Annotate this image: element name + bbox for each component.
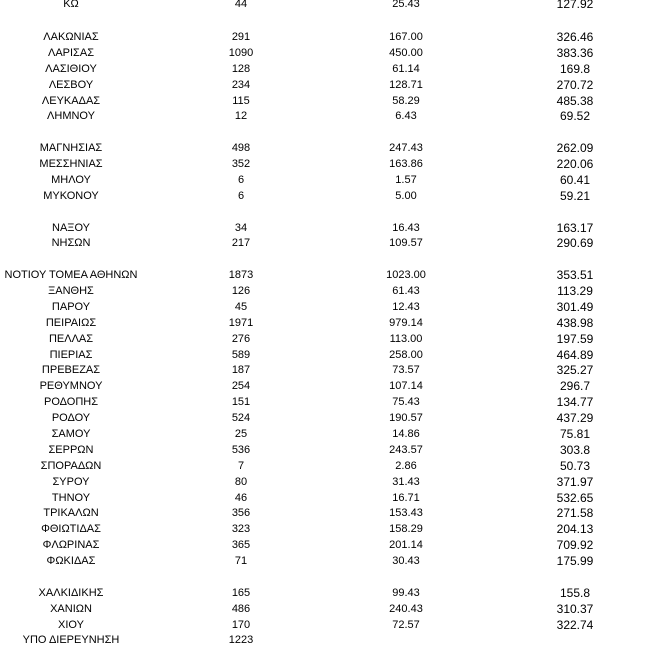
case-count: 126 xyxy=(231,285,251,297)
table-row xyxy=(0,77,651,93)
value-b: 113.29 xyxy=(557,284,593,298)
value-a: 61.43 xyxy=(392,285,420,297)
region-name: ΧΙΟΥ xyxy=(58,619,84,631)
table-row xyxy=(0,29,651,45)
table-row xyxy=(0,617,651,633)
region-name: ΛΑΣΙΘΙΟΥ xyxy=(45,63,97,75)
table-row xyxy=(0,378,651,394)
value-b: 175.99 xyxy=(556,554,594,568)
table-row xyxy=(0,61,651,77)
region-name: ΣΕΡΡΩΝ xyxy=(48,444,94,456)
table-row xyxy=(0,632,651,648)
value-b: 485.38 xyxy=(556,94,594,108)
value-b: 60.41 xyxy=(559,173,591,187)
table-row xyxy=(0,347,651,363)
value-b: 322.74 xyxy=(556,618,594,632)
table-row xyxy=(0,442,651,458)
region-name: ΛΑΚΩΝΙΑΣ xyxy=(43,31,99,43)
region-name: ΣΠΟΡΑΔΩΝ xyxy=(40,460,102,472)
table-row xyxy=(0,220,651,236)
region-name: ΠΙΕΡΙΑΣ xyxy=(49,349,93,361)
case-count: 165 xyxy=(231,587,251,599)
case-count: 187 xyxy=(231,364,251,376)
region-name: ΠΕΛΛΑΣ xyxy=(48,333,94,345)
case-count: 44 xyxy=(234,0,248,10)
value-a: 31.43 xyxy=(392,476,420,488)
value-b: 197.59 xyxy=(556,332,594,346)
value-a: 113.00 xyxy=(389,333,423,345)
table-row xyxy=(0,140,651,156)
table-row xyxy=(0,93,651,109)
case-count: 536 xyxy=(231,444,251,456)
case-count: 115 xyxy=(232,95,250,107)
table-row xyxy=(0,426,651,442)
table-row xyxy=(0,108,651,124)
case-count: 6 xyxy=(237,174,245,186)
value-a: 16.71 xyxy=(392,492,420,504)
case-count: 45 xyxy=(234,301,248,313)
region-name: ΚΩ xyxy=(63,0,79,10)
region-name: ΛΕΣΒΟΥ xyxy=(48,79,94,91)
table-row xyxy=(0,585,651,601)
value-b: 290.69 xyxy=(556,236,594,250)
value-b: 709.92 xyxy=(556,538,594,552)
table-row xyxy=(0,45,651,61)
region-name: ΡΟΔΟΥ xyxy=(51,412,91,424)
value-b: 271.58 xyxy=(556,506,594,520)
region-name: ΤΡΙΚΑΛΩΝ xyxy=(43,507,99,519)
table-row xyxy=(0,299,651,315)
value-b: 69.52 xyxy=(559,109,591,123)
table-row xyxy=(0,458,651,474)
region-name: ΜΕΣΣΗΝΙΑΣ xyxy=(39,158,103,170)
region-name: ΣΥΡΟΥ xyxy=(52,476,90,488)
value-a: 14.86 xyxy=(392,428,420,440)
region-name: ΞΑΝΘΗΣ xyxy=(48,285,94,297)
case-count: 71 xyxy=(234,555,248,567)
value-a: 30.43 xyxy=(392,555,420,567)
value-b: 325.27 xyxy=(556,363,594,377)
case-count: 6 xyxy=(237,190,245,202)
region-name: ΛΗΜΝΟΥ xyxy=(47,110,95,122)
region-name: ΦΛΩΡΙΝΑΣ xyxy=(42,539,100,551)
value-b: 326.46 xyxy=(556,30,594,44)
value-a: 25.43 xyxy=(392,0,420,10)
case-count: 356 xyxy=(231,507,251,519)
region-name: ΤΗΝΟΥ xyxy=(51,492,91,504)
case-count: 254 xyxy=(231,380,251,392)
table-row xyxy=(0,188,651,204)
value-a: 6.43 xyxy=(395,110,417,122)
region-name: ΣΑΜΟΥ xyxy=(51,428,91,440)
value-b: 296.7 xyxy=(559,379,591,393)
table-row xyxy=(0,172,651,188)
case-count: 323 xyxy=(231,523,251,535)
value-a: 73.57 xyxy=(392,364,420,376)
value-a: 190.57 xyxy=(389,412,423,424)
case-count: 1971 xyxy=(228,317,254,329)
value-b: 371.97 xyxy=(556,475,594,489)
table-row xyxy=(0,410,651,426)
value-a: 109.57 xyxy=(389,237,423,249)
case-count: 486 xyxy=(231,603,251,615)
value-a: 979.14 xyxy=(389,317,423,329)
value-b: 301.49 xyxy=(556,300,594,314)
value-b: 134.77 xyxy=(556,395,594,409)
region-name: ΠΡΕΒΕΖΑΣ xyxy=(41,364,101,376)
case-count: 12 xyxy=(234,110,248,122)
table-row xyxy=(0,537,651,553)
region-name: ΜΗΛΟΥ xyxy=(51,174,91,186)
value-a: 99.43 xyxy=(392,587,420,599)
value-b: 310.37 xyxy=(556,602,594,616)
case-count: 498 xyxy=(231,142,251,154)
table-row xyxy=(0,553,651,569)
value-a: 201.14 xyxy=(389,539,423,551)
region-name: ΦΩΚΙΔΑΣ xyxy=(46,555,96,567)
case-count: 1873 xyxy=(228,269,254,281)
value-a: 153.43 xyxy=(389,507,423,519)
case-count: 352 xyxy=(231,158,251,170)
table-row xyxy=(0,331,651,347)
value-b: 270.72 xyxy=(556,78,594,92)
table-row xyxy=(0,235,651,251)
case-count: 170 xyxy=(231,619,251,631)
value-a: 61.14 xyxy=(392,63,420,75)
region-name: ΝΑΞΟΥ xyxy=(52,222,90,234)
value-b: 464.89 xyxy=(556,348,594,362)
case-count: 25 xyxy=(234,428,248,440)
region-name: ΧΑΝΙΩΝ xyxy=(50,603,92,615)
case-count: 589 xyxy=(231,349,251,361)
case-count: 365 xyxy=(231,539,251,551)
case-count: 217 xyxy=(231,237,251,249)
value-a: 258.00 xyxy=(389,349,423,361)
table-row xyxy=(0,601,651,617)
value-b: 353.51 xyxy=(556,268,594,282)
value-b: 383.36 xyxy=(556,46,594,60)
value-a: 450.00 xyxy=(389,47,423,59)
value-a: 2.86 xyxy=(395,460,417,472)
case-count: 151 xyxy=(231,396,251,408)
case-count: 34 xyxy=(234,222,248,234)
table-row xyxy=(0,0,651,12)
value-a: 1.57 xyxy=(395,174,417,186)
table-row xyxy=(0,283,651,299)
case-count: 80 xyxy=(234,476,248,488)
value-a: 128.71 xyxy=(389,79,423,91)
value-a: 5.00 xyxy=(395,190,417,202)
value-a: 75.43 xyxy=(392,396,420,408)
value-b: 169.8 xyxy=(559,62,591,76)
table-row xyxy=(0,362,651,378)
value-a: 107.14 xyxy=(389,380,423,392)
region-name: ΡΕΘΥΜΝΟΥ xyxy=(39,380,103,392)
value-b: 59.21 xyxy=(559,189,591,203)
region-name: ΛΕΥΚΑΔΑΣ xyxy=(41,95,101,107)
case-count: 7 xyxy=(237,460,245,472)
region-name: ΡΟΔΟΠΗΣ xyxy=(43,396,99,408)
value-a: 72.57 xyxy=(392,619,420,631)
value-a: 167.00 xyxy=(389,31,423,43)
table-row xyxy=(0,156,651,172)
value-b: 163.17 xyxy=(556,221,594,235)
value-b: 155.8 xyxy=(559,586,591,600)
value-a: 1023.00 xyxy=(386,269,426,281)
case-count: 1090 xyxy=(228,47,254,59)
case-count: 234 xyxy=(231,79,251,91)
table-row xyxy=(0,394,651,410)
region-name: ΝΗΣΩΝ xyxy=(51,237,91,249)
case-count: 276 xyxy=(231,333,251,345)
region-name: ΠΑΡΟΥ xyxy=(51,301,91,313)
region-name: ΧΑΛΚΙΔΙΚΗΣ xyxy=(38,587,104,599)
case-count: 524 xyxy=(231,412,251,424)
table-row xyxy=(0,490,651,506)
region-name: ΜΑΓΝΗΣΙΑΣ xyxy=(39,142,103,154)
value-a: 58.29 xyxy=(392,95,420,107)
case-count: 291 xyxy=(231,31,251,43)
value-a: 158.29 xyxy=(389,523,423,535)
value-a: 243.57 xyxy=(389,444,423,456)
value-b: 75.81 xyxy=(559,427,591,441)
region-name: ΜΥΚΟΝΟΥ xyxy=(43,190,99,202)
region-name: ΛΑΡΙΣΑΣ xyxy=(47,47,94,59)
table-row xyxy=(0,474,651,490)
table-row xyxy=(0,521,651,537)
region-name: ΦΘΙΩΤΙΔΑΣ xyxy=(41,523,101,535)
value-b: 50.73 xyxy=(559,459,591,473)
case-count: 1223 xyxy=(228,634,254,646)
table-row xyxy=(0,267,651,283)
value-b: 438.98 xyxy=(556,316,594,330)
value-a: 12.43 xyxy=(392,301,420,313)
case-count: 128 xyxy=(231,63,251,75)
value-b: 220.06 xyxy=(556,157,594,171)
region-name: ΠΕΙΡΑΙΩΣ xyxy=(45,317,97,329)
value-b: 204.13 xyxy=(556,522,594,536)
region-name: ΥΠΟ ΔΙΕΡΕΥΝΗΣΗ xyxy=(22,634,120,646)
value-a: 247.43 xyxy=(389,142,423,154)
case-count: 46 xyxy=(234,492,248,504)
value-b: 437.29 xyxy=(556,411,594,425)
value-b: 127.92 xyxy=(556,0,594,11)
table-row xyxy=(0,505,651,521)
value-a: 16.43 xyxy=(392,222,420,234)
region-name: ΝΟΤΙΟΥ ΤΟΜΕΑ ΑΘΗΝΩΝ xyxy=(4,269,138,281)
value-b: 532.65 xyxy=(556,491,594,505)
table-row xyxy=(0,315,651,331)
value-a: 163.86 xyxy=(389,158,423,170)
value-b: 262.09 xyxy=(556,141,594,155)
value-a: 240.43 xyxy=(389,603,423,615)
value-b: 303.8 xyxy=(559,443,591,457)
